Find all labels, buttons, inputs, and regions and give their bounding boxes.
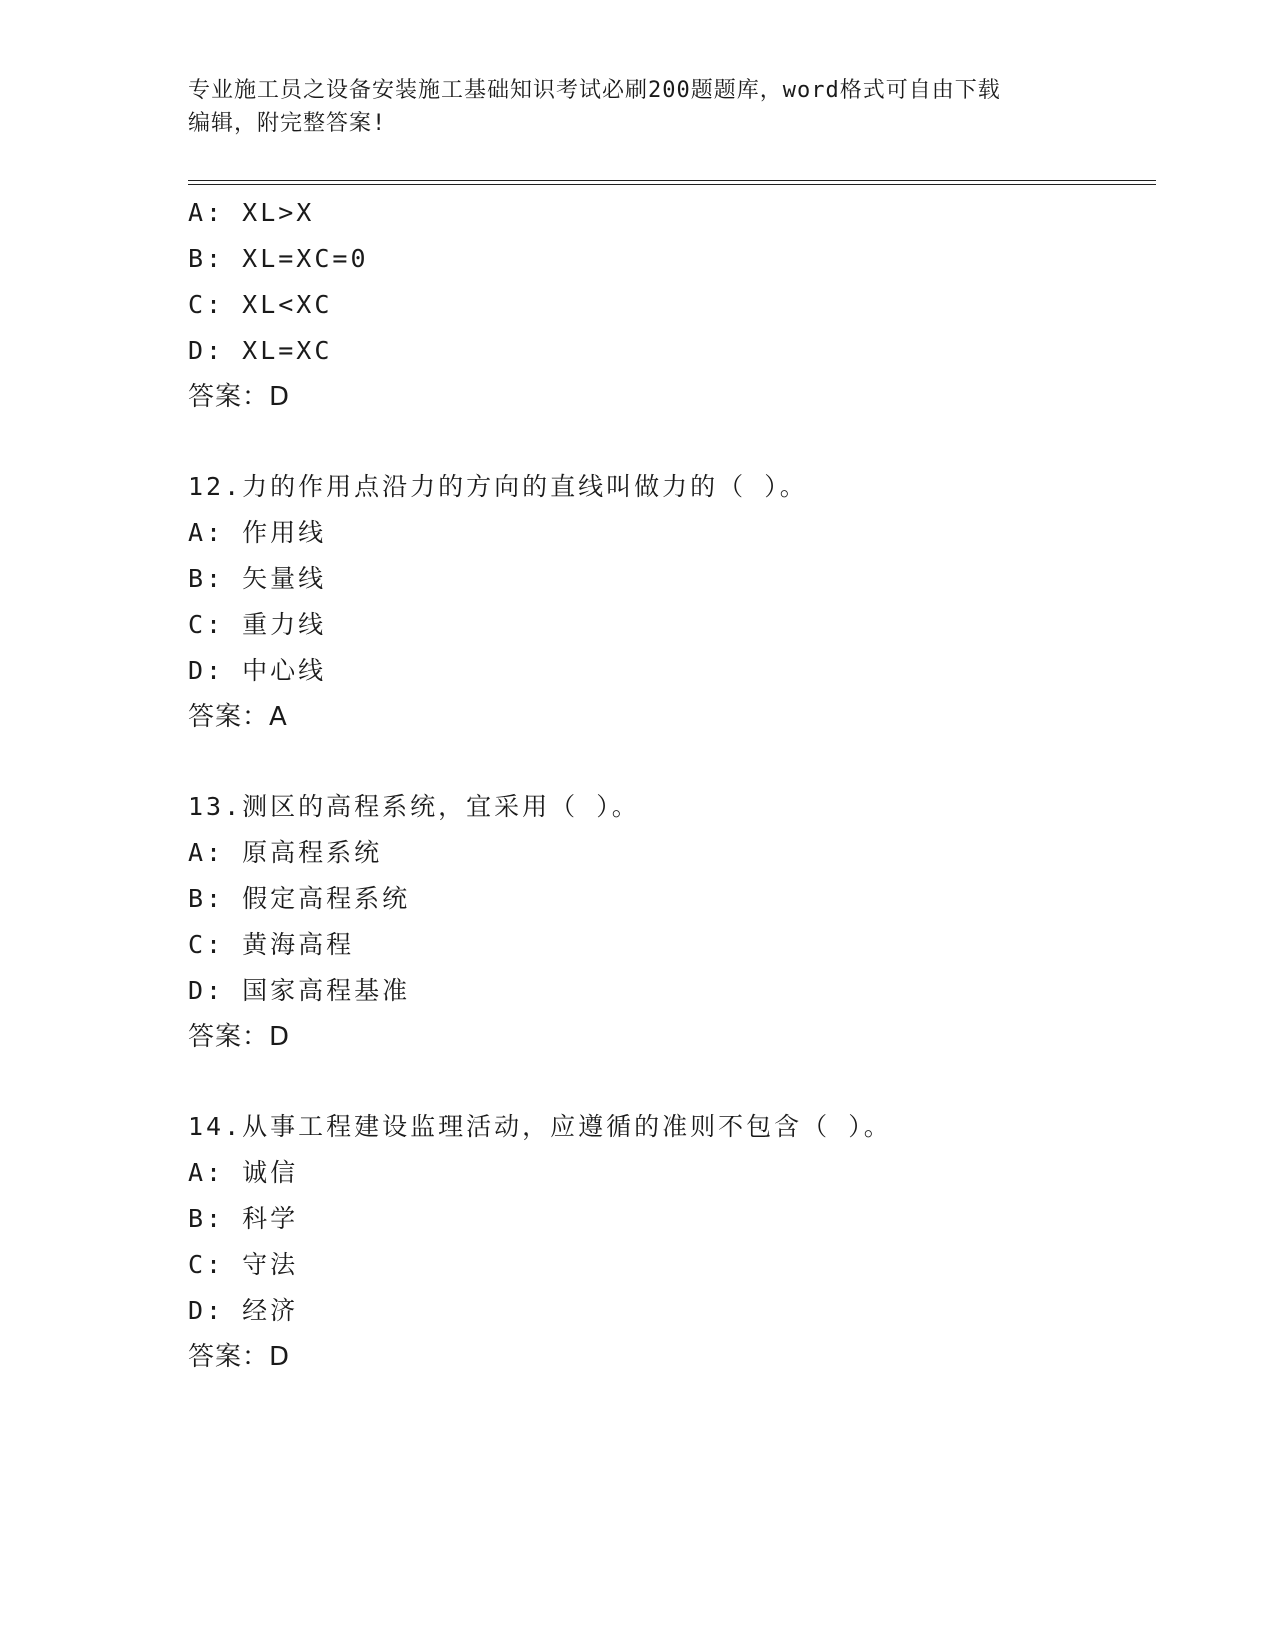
- answer: 答案：A: [188, 702, 288, 732]
- option-c: C: 黄海高程: [188, 930, 355, 959]
- option-b: B: 科学: [188, 1204, 299, 1233]
- question-list: [188, 190, 1156, 1380]
- option-b: B: XL=XC=0: [188, 244, 369, 273]
- question-stem: 14.从事工程建设监理活动，应遵循的准则不包含（ ）。: [188, 1112, 892, 1141]
- option-a: A: 诚信: [188, 1158, 299, 1187]
- option-a: A: 原高程系统: [188, 838, 383, 867]
- option-c: C: XL<XC: [188, 290, 333, 319]
- option-a: A: 作用线: [188, 518, 327, 547]
- option-d: D: 经济: [188, 1296, 299, 1325]
- option-c: C: 重力线: [188, 610, 327, 639]
- answer: 答案：D: [188, 1022, 291, 1052]
- partial-question: [188, 190, 1156, 420]
- option-b: B: 矢量线: [188, 564, 327, 593]
- document-header: [188, 74, 1088, 140]
- option-b: B: 假定高程系统: [188, 884, 411, 913]
- question-12: [188, 464, 1156, 740]
- option-d: D: 国家高程基准: [188, 976, 411, 1005]
- option-d: D: 中心线: [188, 656, 327, 685]
- spacer: [188, 1060, 1156, 1104]
- question-13: [188, 784, 1156, 1060]
- spacer: [188, 740, 1156, 784]
- answer: 答案：D: [188, 382, 291, 412]
- header-line-1: 专业施工员之设备安装施工基础知识考试必刷200题题库，word格式可自由下载: [188, 78, 1001, 103]
- option-d: D: XL=XC: [188, 336, 333, 365]
- question-stem: 12.力的作用点沿力的方向的直线叫做力的（ ）。: [188, 472, 808, 501]
- spacer: [188, 420, 1156, 464]
- answer: 答案：D: [188, 1342, 291, 1372]
- option-c: C: 守法: [188, 1250, 299, 1279]
- header-divider-bottom: [188, 184, 1156, 185]
- option-a: A: XL>X: [188, 198, 315, 227]
- question-stem: 13.测区的高程系统，宜采用（ ）。: [188, 792, 640, 821]
- header-divider-top: [188, 180, 1156, 181]
- question-14: [188, 1104, 1156, 1380]
- header-line-2: 编辑，附完整答案!: [188, 111, 387, 136]
